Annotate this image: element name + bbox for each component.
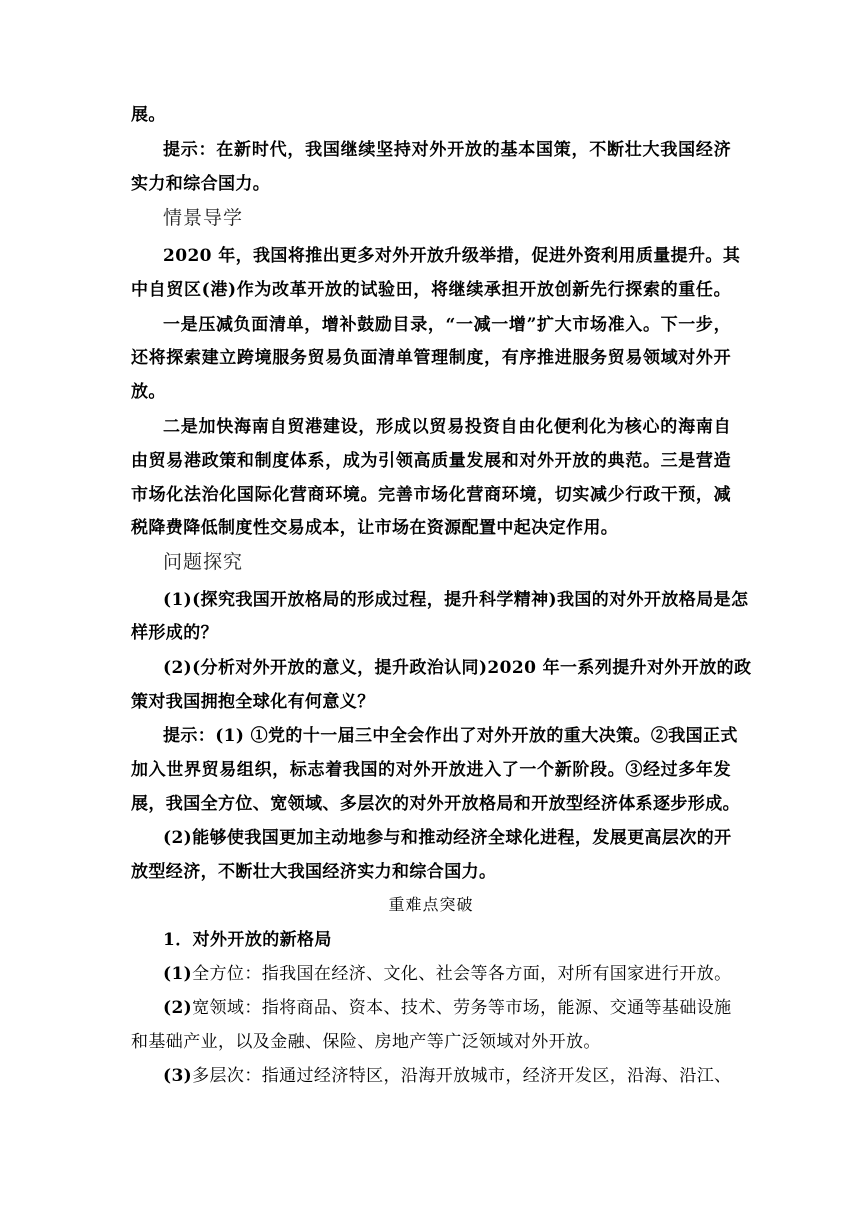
text-line: 市场化法治化国际化营商环境。完善市场化营商环境，切实减少行政干预，减	[131, 485, 731, 505]
text-line: 展。	[131, 105, 166, 125]
item-text: 多层次：指通过经济特区，沿海开放城市，经济开发区，沿海、沿江、	[192, 1066, 732, 1086]
answer-line: 提示：(1) ①党的十一届三中全会作出了对外开放的重大决策。②我国正式	[163, 726, 738, 746]
item-number: (2)	[163, 998, 193, 1018]
item-number: (3)	[163, 1066, 193, 1086]
text-line: 由贸易港政策和制度体系，成为引领高质量发展和对外开放的典范。三是营造	[131, 451, 731, 471]
text-line: 二是加快海南自贸港建设，形成以贸易投资自由化便利化为核心的海南自	[163, 417, 731, 437]
answer-line: 加入世界贸易组织，标志着我国的对外开放进入了一个新阶段。③经过多年发	[131, 760, 731, 780]
question-line: (2)(分析对外开放的意义，提升政治认同)2020 年一系列提升对外开放的政	[163, 658, 752, 678]
section-title-key-points: 重难点突破	[388, 895, 474, 914]
question-line: (1)(探究我国开放格局的形成过程，提升科学精神)我国的对外开放格局是怎	[163, 590, 749, 610]
text-line: 一是压减负面清单，增补鼓励目录，“一减一增”扩大市场准入。下一步，	[163, 315, 731, 335]
text-line: 税降费降低制度性交易成本，让市场在资源配置中起决定作用。	[131, 518, 619, 538]
section-heading-inquiry: 问题探究	[163, 551, 244, 573]
section-heading-scenario: 情景导学	[163, 207, 244, 229]
list-item	[163, 962, 731, 986]
text-line: 2020 年，我国将推出更多对外开放升级举措，促进外资利用质量提升。其	[163, 246, 741, 266]
item-text: 宽领域：指将商品、资本、技术、劳务等市场，能源、交通等基础设施	[192, 998, 732, 1018]
text-line: 和基础产业，以及金融、保险、房地产等广泛领域对外开放。	[131, 1032, 601, 1052]
list-item	[163, 1064, 731, 1088]
question-line: 样形成的？	[131, 623, 218, 643]
answer-line: 放型经济，不断壮大我国经济实力和综合国力。	[131, 862, 497, 882]
text-line: 还将探索建立跨境服务贸易负面清单管理制度，有序推进服务贸易领域对外开	[131, 348, 731, 368]
text-line: 中自贸区(港)作为改革开放的试验田，将继续承担开放创新先行探索的重任。	[131, 280, 731, 300]
answer-line: 展，我国全方位、宽领域、多层次的对外开放格局和开放型经济体系逐步形成。	[131, 794, 740, 814]
list-item	[163, 996, 731, 1020]
question-line: 策对我国拥抱全球化有何意义？	[131, 692, 375, 712]
text-line: 实力和综合国力。	[131, 174, 271, 194]
hint-text: 在新时代，我国继续坚持对外开放的基本国策，不断壮大我国经济	[216, 140, 732, 160]
text-line: 放。	[131, 382, 166, 402]
answer-line: (2)能够使我国更加主动地参与和推动经济全球化进程，发展更高层次的开	[163, 828, 732, 848]
item-number: (1)	[163, 964, 193, 984]
hint-label: 提示：	[163, 140, 217, 160]
hint-line	[163, 138, 731, 162]
item-text: 全方位：指我国在经济、文化、社会等各方面，对所有国家进行开放。	[192, 964, 732, 984]
subheading: 1．对外开放的新格局	[163, 930, 332, 950]
